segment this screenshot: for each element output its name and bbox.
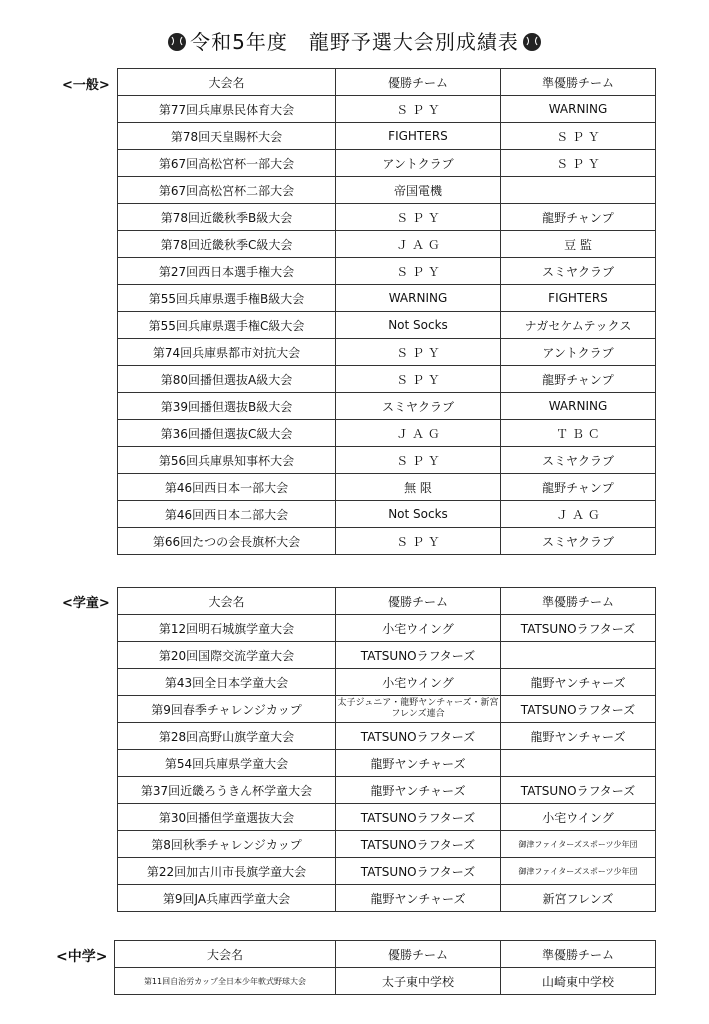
cell-runner: アントクラブ <box>501 339 656 366</box>
header-winner: 優勝チーム <box>336 588 501 615</box>
table-row <box>118 312 656 339</box>
cell-winner: TATSUNOラフターズ <box>336 723 501 750</box>
cell-event: 第67回高松宮杯一部大会 <box>118 150 336 177</box>
table-row <box>118 831 656 858</box>
cell-event: 第36回播但選抜C級大会 <box>118 420 336 447</box>
cell-winner: Ｓ Ｐ Ｙ <box>336 96 501 123</box>
cell-winner: 小宅ウイング <box>336 615 501 642</box>
cell-event: 第56回兵庫県知事杯大会 <box>118 447 336 474</box>
title-text: 令和5年度 龍野予選大会別成績表 <box>190 30 519 54</box>
cell-winner: TATSUNOラフターズ <box>336 642 501 669</box>
cell-winner: 帝国電機 <box>336 177 501 204</box>
table-row <box>118 804 656 831</box>
cell-event: 第67回高松宮杯二部大会 <box>118 177 336 204</box>
cell-winner: アントクラブ <box>336 150 501 177</box>
table-row <box>118 528 656 555</box>
table-header-row <box>118 69 656 96</box>
cell-winner: 龍野ヤンチャーズ <box>336 750 501 777</box>
table-row <box>118 393 656 420</box>
cell-winner: Ｓ Ｐ Ｙ <box>336 528 501 555</box>
table-row <box>118 642 656 669</box>
cell-winner: TATSUNOラフターズ <box>336 804 501 831</box>
table-row <box>118 258 656 285</box>
junior-results-table <box>114 940 656 995</box>
youth-results-table <box>117 587 656 912</box>
baseball-icon <box>523 33 541 51</box>
cell-runner: FIGHTERS <box>501 285 656 312</box>
table-row <box>118 285 656 312</box>
cell-winner: Not Socks <box>336 501 501 528</box>
general-results-table <box>117 68 656 555</box>
table-row <box>118 669 656 696</box>
cell-event: 第27回西日本選手権大会 <box>118 258 336 285</box>
cell-runner: 龍野ヤンチャーズ <box>501 723 656 750</box>
table-row <box>118 366 656 393</box>
cell-winner: Ｓ Ｐ Ｙ <box>336 258 501 285</box>
cell-runner: 小宅ウイング <box>501 804 656 831</box>
table-row <box>118 447 656 474</box>
cell-runner: Ｊ Ａ Ｇ <box>501 501 656 528</box>
cell-winner: Ｊ Ａ Ｇ <box>336 420 501 447</box>
table-row <box>118 339 656 366</box>
header-runner: 準優勝チーム <box>501 941 656 968</box>
cell-event: 第20回国際交流学童大会 <box>118 642 336 669</box>
table-row <box>118 696 656 723</box>
cell-event: 第43回全日本学童大会 <box>118 669 336 696</box>
cell-winner: TATSUNOラフターズ <box>336 858 501 885</box>
cell-event: 第78回近畿秋季C級大会 <box>118 231 336 258</box>
cell-winner: Ｓ Ｐ Ｙ <box>336 339 501 366</box>
cell-runner: WARNING <box>501 393 656 420</box>
cell-winner: Ｓ Ｐ Ｙ <box>336 366 501 393</box>
header-runner: 準優勝チーム <box>501 69 656 96</box>
cell-winner: TATSUNOラフターズ <box>336 831 501 858</box>
cell-winner: 龍野ヤンチャーズ <box>336 885 501 912</box>
cell-event: 第12回明石城旗学童大会 <box>118 615 336 642</box>
cell-runner: 御津ファイターズスポーツ少年団 <box>501 858 656 885</box>
table-row <box>118 723 656 750</box>
cell-event: 第39回播但選抜B級大会 <box>118 393 336 420</box>
cell-event: 第28回高野山旗学童大会 <box>118 723 336 750</box>
cell-event: 第11回自治労カップ全日本少年軟式野球大会 <box>115 968 336 995</box>
cell-event: 第55回兵庫県選手権C級大会 <box>118 312 336 339</box>
table-header-row <box>118 588 656 615</box>
cell-runner <box>501 642 656 669</box>
cell-winner: Ｊ Ａ Ｇ <box>336 231 501 258</box>
section-label-general: <一般> <box>62 78 110 93</box>
cell-event: 第55回兵庫県選手権B級大会 <box>118 285 336 312</box>
cell-runner: Ｔ Ｂ Ｃ <box>501 420 656 447</box>
cell-event: 第46回西日本二部大会 <box>118 501 336 528</box>
cell-event: 第66回たつの会長旗杯大会 <box>118 528 336 555</box>
cell-event: 第46回西日本一部大会 <box>118 474 336 501</box>
cell-runner: Ｓ Ｐ Ｙ <box>501 150 656 177</box>
cell-winner: 龍野ヤンチャーズ <box>336 777 501 804</box>
table-row <box>118 231 656 258</box>
cell-event: 第77回兵庫県民体育大会 <box>118 96 336 123</box>
cell-runner: 龍野ヤンチャーズ <box>501 669 656 696</box>
cell-winner: 太子東中学校 <box>336 968 501 995</box>
cell-runner: TATSUNOラフターズ <box>501 696 656 723</box>
section-label-youth: <学童> <box>62 596 110 611</box>
table-row <box>118 501 656 528</box>
cell-event: 第74回兵庫県都市対抗大会 <box>118 339 336 366</box>
cell-event: 第80回播但選抜A級大会 <box>118 366 336 393</box>
cell-runner: 龍野チャンプ <box>501 366 656 393</box>
table-row <box>118 177 656 204</box>
cell-winner: 太子ジュニア・龍野ヤンチャーズ・新宮フレンズ連合 <box>336 696 501 723</box>
cell-event: 第22回加古川市長旗学童大会 <box>118 858 336 885</box>
cell-winner: スミヤクラブ <box>336 393 501 420</box>
cell-winner: 無 限 <box>336 474 501 501</box>
cell-event: 第30回播但学童選抜大会 <box>118 804 336 831</box>
cell-runner: 御津ファイターズスポーツ少年団 <box>501 831 656 858</box>
baseball-icon <box>168 33 186 51</box>
cell-runner <box>501 750 656 777</box>
cell-runner: 山崎東中学校 <box>501 968 656 995</box>
cell-event: 第8回秋季チャレンジカップ <box>118 831 336 858</box>
header-winner: 優勝チーム <box>336 941 501 968</box>
table-row <box>118 474 656 501</box>
section-label-junior: <中学> <box>56 949 108 965</box>
cell-runner: WARNING <box>501 96 656 123</box>
table-row <box>118 204 656 231</box>
header-event: 大会名 <box>118 69 336 96</box>
cell-event: 第78回天皇賜杯大会 <box>118 123 336 150</box>
table-row <box>115 968 656 995</box>
cell-winner: Not Socks <box>336 312 501 339</box>
cell-runner: 龍野チャンプ <box>501 204 656 231</box>
cell-runner <box>501 177 656 204</box>
cell-event: 第78回近畿秋季B級大会 <box>118 204 336 231</box>
cell-runner: 豆 監 <box>501 231 656 258</box>
cell-event: 第9回JA兵庫西学童大会 <box>118 885 336 912</box>
cell-runner: 龍野チャンプ <box>501 474 656 501</box>
cell-runner: スミヤクラブ <box>501 447 656 474</box>
cell-winner: Ｓ Ｐ Ｙ <box>336 204 501 231</box>
table-row <box>118 858 656 885</box>
cell-winner: WARNING <box>336 285 501 312</box>
cell-winner: 小宅ウイング <box>336 669 501 696</box>
cell-winner: Ｓ Ｐ Ｙ <box>336 447 501 474</box>
cell-event: 第9回春季チャレンジカップ <box>118 696 336 723</box>
table-row <box>118 777 656 804</box>
header-runner: 準優勝チーム <box>501 588 656 615</box>
page-title <box>0 26 709 55</box>
header-event: 大会名 <box>118 588 336 615</box>
header-winner: 優勝チーム <box>336 69 501 96</box>
table-row <box>118 615 656 642</box>
cell-runner: スミヤクラブ <box>501 528 656 555</box>
cell-runner: スミヤクラブ <box>501 258 656 285</box>
cell-runner: TATSUNOラフターズ <box>501 777 656 804</box>
cell-runner: ナガセケムテックス <box>501 312 656 339</box>
cell-event: 第54回兵庫県学童大会 <box>118 750 336 777</box>
cell-runner: TATSUNOラフターズ <box>501 615 656 642</box>
table-header-row <box>115 941 656 968</box>
table-row <box>118 96 656 123</box>
table-row <box>118 420 656 447</box>
cell-winner: FIGHTERS <box>336 123 501 150</box>
header-event: 大会名 <box>115 941 336 968</box>
cell-runner: Ｓ Ｐ Ｙ <box>501 123 656 150</box>
table-row <box>118 750 656 777</box>
table-row <box>118 123 656 150</box>
cell-runner: 新宮フレンズ <box>501 885 656 912</box>
table-row <box>118 150 656 177</box>
cell-event: 第37回近畿ろうきん杯学童大会 <box>118 777 336 804</box>
table-row <box>118 885 656 912</box>
